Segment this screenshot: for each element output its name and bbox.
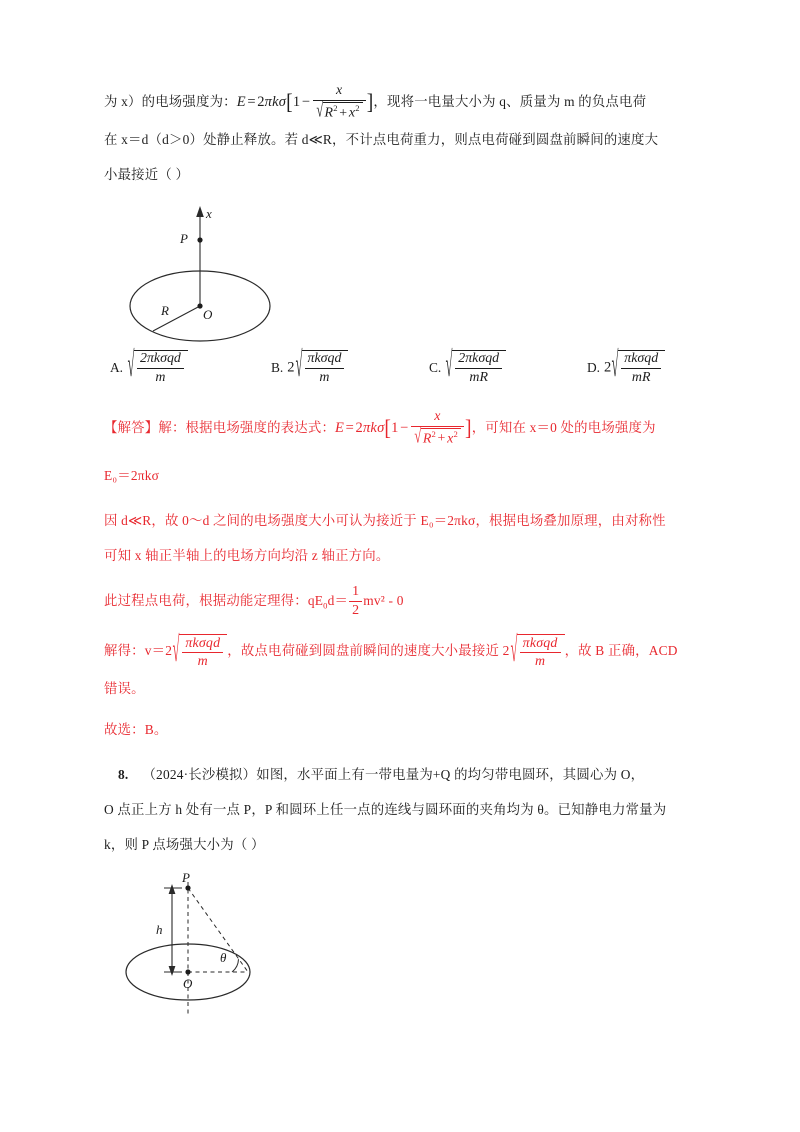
option-C-expression: √ $\frac{\text{2πkσqd}}{mR}$	[445, 350, 506, 386]
option-C[interactable]	[429, 347, 506, 387]
q7-line1-pre: 为 x）的电场强度为：	[104, 94, 237, 109]
axis-label-x: x	[206, 205, 212, 221]
result-suffix: ，故 B 正确，ACD	[564, 643, 678, 659]
answer-explanation	[104, 410, 716, 747]
angle-label-theta: θ	[220, 949, 227, 965]
radius-label-R: R	[161, 302, 169, 318]
center-label-O: O	[203, 306, 213, 322]
height-arrow-up	[169, 884, 176, 894]
center-point-O	[197, 303, 202, 308]
result-middle: ，故点电荷碰到圆盘前瞬间的速度大小最接近 2	[227, 643, 510, 659]
charged-ring-figure	[120, 866, 716, 1016]
result-prefix: 解得：v＝2	[104, 643, 173, 659]
option-B-denominator: m	[319, 369, 330, 385]
ke-prefix: 此过程点电荷，根据动能定理得：qE	[104, 592, 324, 608]
option-A-expression: √ $\frac{\text{2πkσqd}}{m}$	[127, 350, 188, 386]
slant-line-P-to-rim	[188, 888, 248, 972]
answer-wrong-line: 错误。	[104, 680, 145, 696]
q8-line1-text: （2024·长沙模拟）如图，水平面上有一带电量为+Q 的均匀带电圆环，其圆心为 O，	[142, 766, 645, 782]
answer-kinetic-energy-line	[104, 583, 716, 624]
answer-para2-line2: 可知 x 轴正半轴上的电场方向均沿 z 轴正方向。	[104, 547, 390, 563]
option-B-tag: B.	[271, 359, 284, 375]
option-D-denominator: mR	[631, 369, 651, 385]
result-expression-1: √ $\frac{\text{πkσqd}}{m}$	[172, 634, 227, 671]
answer-choose-line: 故选：B。	[104, 721, 168, 737]
point-P	[185, 885, 190, 890]
height-arrow-down	[169, 966, 176, 976]
height-label-h: h	[156, 921, 163, 937]
answer-result-line	[104, 633, 716, 670]
answer-para2-line1: 因 d≪R，故 0～d 之间的电场强度大小可认为接近于 E₀＝2πkσ，根据电场叠加原理，由对称性	[104, 512, 666, 528]
option-B-coefficient: 2	[287, 359, 295, 376]
q8-line-1	[104, 757, 716, 792]
answer-header-line	[104, 410, 716, 448]
answer-header-post: ，可知在 x＝0 处的电场强度为	[471, 419, 656, 435]
field-strength-formula: E = 2πkσ[1 − $\frac{x}{√R^2 + x^2}$ ]	[236, 83, 374, 122]
ke-frac-numerator: 1	[349, 584, 362, 602]
question7-continuation	[104, 84, 716, 192]
q7-line-2: 在 x＝d（d＞0）处静止释放。若 d≪R，不计点电荷重力，则点电荷碰到圆盘前瞬间的速度大	[104, 131, 659, 147]
result-denominator-1: m	[197, 654, 208, 670]
option-C-tag: C.	[429, 359, 442, 375]
result-numerator-2: πkσqd	[520, 636, 561, 654]
result-denominator-2: m	[535, 654, 546, 670]
q7-line-3: 小最接近（ ）	[104, 166, 190, 182]
option-D[interactable]	[587, 347, 665, 387]
point-label-P: P	[182, 869, 190, 885]
option-A-denominator: m	[155, 369, 166, 385]
option-D-tag: D.	[587, 359, 601, 375]
q7-line-1	[104, 84, 716, 122]
center-label-O: O	[183, 975, 193, 991]
result-numerator-1: πkσqd	[182, 636, 223, 654]
option-D-numerator: πkσqd	[621, 351, 661, 369]
charged-ring-svg	[120, 866, 350, 1016]
option-B-expression: √ $\frac{\text{πkσqd}}{m}$	[295, 350, 349, 386]
x-axis-arrowhead	[196, 206, 204, 217]
option-D-expression: √ $\frac{\text{πkσqd}}{mR}$	[611, 350, 665, 386]
ke-half-fraction	[348, 584, 363, 619]
ke-middle: d＝	[327, 592, 349, 608]
charged-disk-figure	[112, 198, 716, 346]
option-C-numerator: 2πkσqd	[455, 351, 502, 369]
question8	[104, 757, 716, 862]
option-A-numerator: 2πkσqd	[137, 351, 184, 369]
ke-subscript: 0	[323, 600, 328, 611]
option-B[interactable]	[271, 347, 348, 387]
q8-line-3: k，则 P 点场强大小为（ ）	[104, 836, 265, 852]
charged-disk-svg	[112, 198, 372, 346]
option-A[interactable]	[110, 347, 188, 387]
angle-arc	[232, 959, 239, 972]
point-P	[197, 237, 202, 242]
page-content	[104, 84, 716, 1016]
option-C-denominator: mR	[469, 369, 488, 385]
option-D-coefficient: 2	[604, 359, 612, 376]
option-A-tag: A.	[110, 359, 124, 375]
point-label-P: P	[180, 230, 188, 246]
option-B-numerator: πkσqd	[305, 351, 345, 369]
answer-header: 【解答】解：根据电场强度的表达式：	[104, 419, 336, 435]
answer-field-strength-formula: E = 2πkσ[1 − $\frac{x}{√R^2 + x^2}$ ]	[335, 409, 472, 448]
answer-E0-line: E₀＝2πkσ	[104, 467, 160, 483]
center-point-O	[185, 969, 190, 974]
ke-frac-denominator: 2	[352, 602, 360, 618]
ke-suffix: mv² - 0	[363, 592, 404, 608]
q7-line1-post: ，现将一电量大小为 q、质量为 m 的负点电荷	[373, 94, 647, 109]
q8-line-2: O 点正上方 h 处有一点 P，P 和圆环上任一点的连线与圆环面的夹角均为 θ。已知静电力常量为	[104, 801, 667, 817]
answer-options	[104, 347, 716, 396]
result-expression-2: √ $\frac{\text{πkσqd}}{m}$	[510, 634, 565, 671]
q8-number: 8.	[118, 766, 129, 782]
